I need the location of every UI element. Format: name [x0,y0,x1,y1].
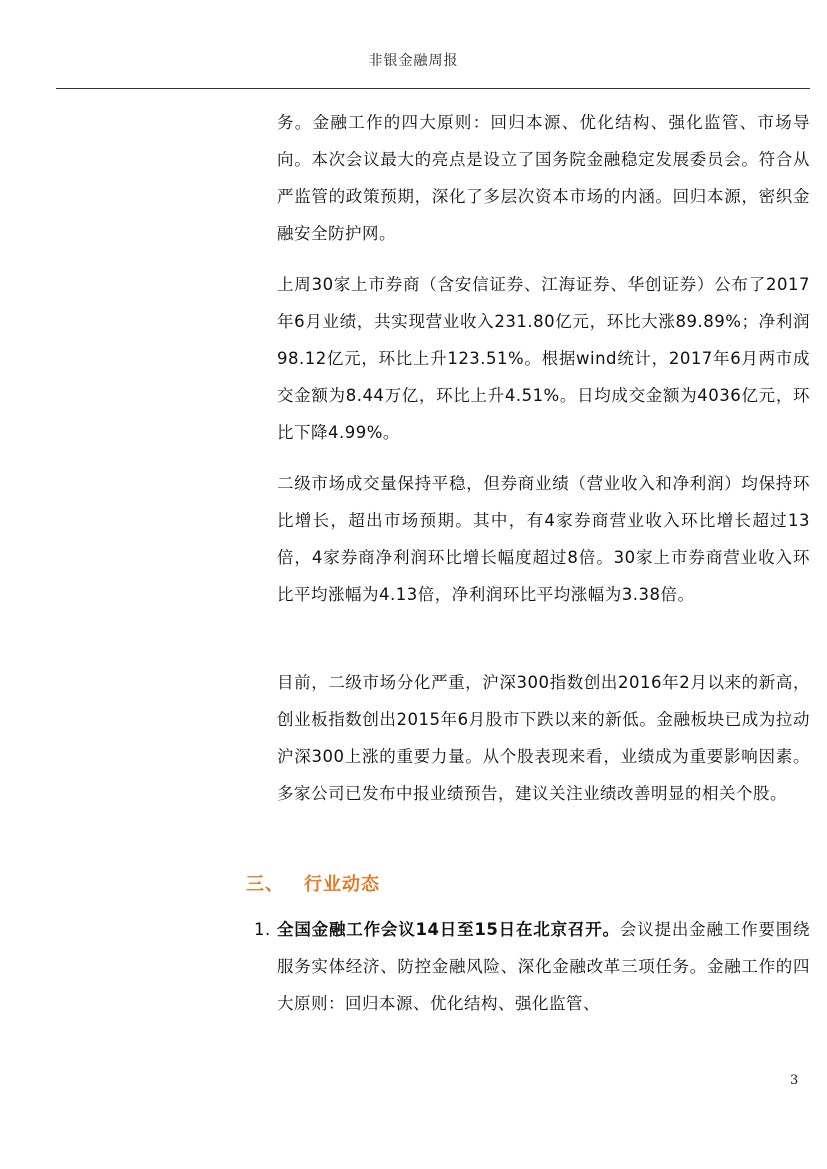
list-item [254,911,810,1022]
paragraph-3: 二级市场成交量保持平稳，但券商业绩（营业收入和净利润）均保持环比增长，超出市场预期。其中，有4家券商营业收入环比增长超过13倍，4家券商净利润环比增长幅度超过8倍。30家上市券商营业收入环比平均涨幅为4.13倍，净利润环比平均涨幅为3.38倍。 [277,474,810,604]
header-divider [56,88,810,89]
section-heading [246,870,380,896]
body-text [277,104,810,812]
list-item-bold-lead: 全国金融工作会议14日至15日在北京召开。 [277,920,620,939]
page-header: 非银金融周报 [368,53,459,69]
page-number: 3 [790,1073,799,1088]
section-number: 三、 [246,874,284,895]
list-item-number: 1. [254,920,271,939]
paragraph-1: 务。金融工作的四大原则：回归本源、优化结构、强化监管、市场导向。本次会议最大的亮点是设立了国务院金融稳定发展委员会。符合从严监管的政策预期，深化了多层次资本市场的内涵。回归本源，密织金融安全防护网。 [277,113,810,243]
list-item-body [277,911,810,1022]
section-title: 行业动态 [304,874,380,895]
paragraph-4: 目前，二级市场分化严重，沪深300指数创出2016年2月以来的新高，创业板指数创出2015年6月股市下跌以来的新低。金融板块已成为拉动沪深300上涨的重要力量。从个股表现来看，业绩成为重要影响因素。多家公司已发布中报业绩预告，建议关注业绩改善明显的相关个股。 [277,673,810,803]
paragraph-2: 上周30家上市券商（含安信证券、江海证券、华创证券）公布了2017年6月业绩，共实现营业收入231.80亿元，环比大涨89.89%；净利润98.12亿元，环比上升123.51%。根据wind统计，2017年6月两市成交金额为8.44万亿，环比上升4.51%。日均成交金额为4036亿元，环比下降4.99%。 [277,275,810,442]
list-item-text: 会议提出金融工作要围绕服务实体经济、防控金融风险、深化金融改革三项任务。金融工作的四大原则：回归本源、优化结构、强化监管、 [277,920,810,1013]
